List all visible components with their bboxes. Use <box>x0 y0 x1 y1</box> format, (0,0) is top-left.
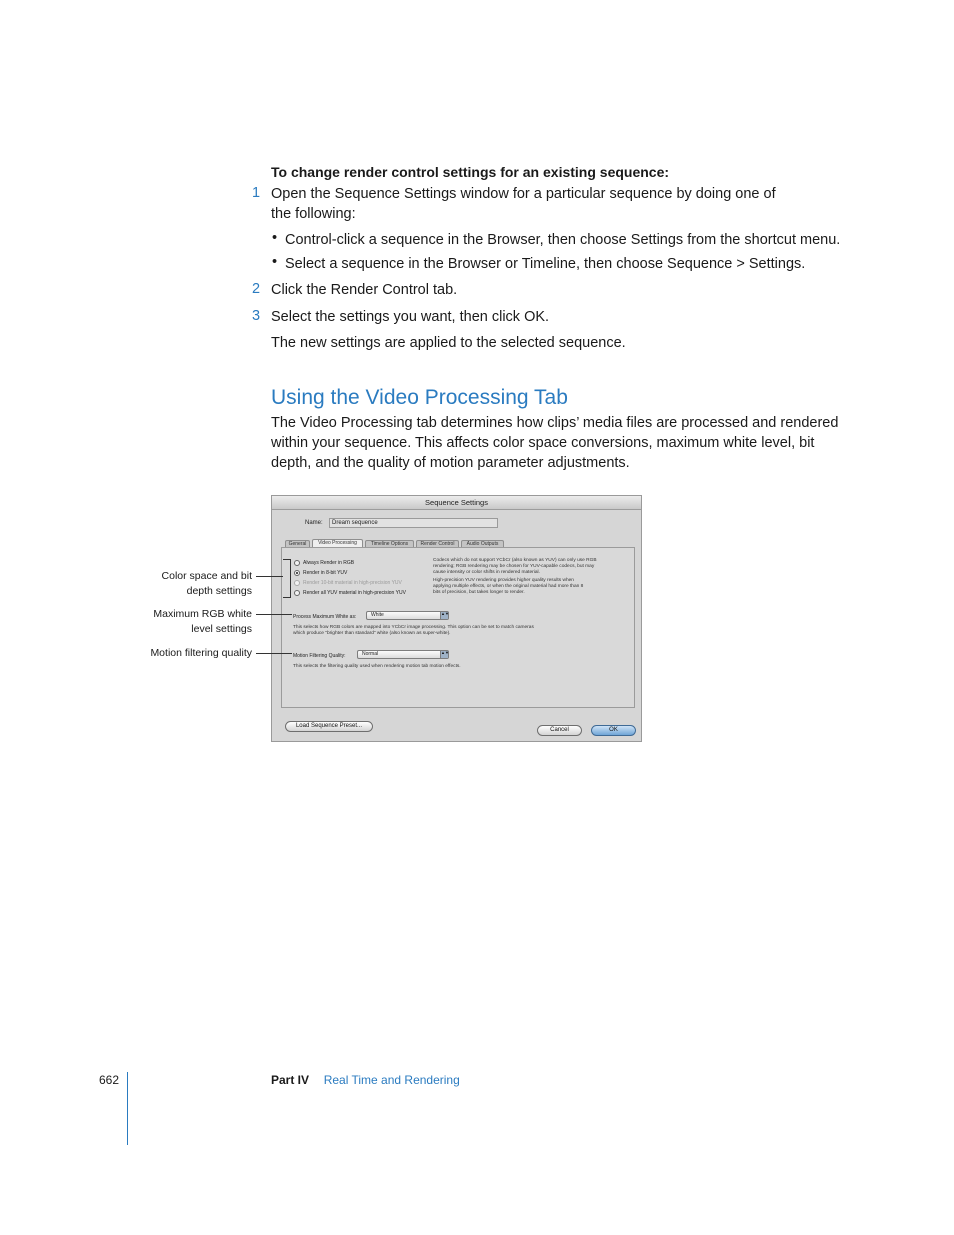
callout-motion: Motion filtering quality <box>150 647 252 659</box>
result-text: The new settings are applied to the selected sequence. <box>271 335 626 351</box>
tab-video-processing[interactable]: Video Processing <box>312 539 363 547</box>
callout-leader <box>256 653 292 654</box>
callout-max-rgb <box>120 607 252 637</box>
popup-arrows-icon: ▲▼ <box>440 651 448 658</box>
tab-general[interactable]: General <box>285 540 310 547</box>
callout-leader <box>256 576 283 577</box>
step-3-text: Select the settings you want, then click OK. <box>271 309 550 325</box>
callout-line: level settings <box>191 623 252 635</box>
load-sequence-preset-button[interactable]: Load Sequence Preset... <box>285 721 373 732</box>
radio-label: Render in 8-bit YUV <box>303 570 348 576</box>
chapter-link[interactable]: Real Time and Rendering <box>323 1073 460 1087</box>
max-white-help-line: This selects how RGB colors are mapped into YCbCr image processing. This option can be set to match cameras <box>293 625 534 630</box>
callout-line: Color space and bit <box>161 570 252 582</box>
bullet-item-1: Control-click a sequence in the Browser, then choose Settings from the shortcut menu. <box>285 232 841 248</box>
part-label: Part IV <box>271 1073 310 1087</box>
radio-label: Render all YUV material in high-precision YUV <box>303 590 406 596</box>
callout-color-space <box>120 569 252 599</box>
radio-help-line: cause intensity or color shifts in rendered material. <box>433 570 540 575</box>
motion-quality-value: Normal <box>362 651 379 657</box>
page-number: 662 <box>99 1073 120 1087</box>
name-label: Name: <box>305 520 323 526</box>
radio-always-render-rgb[interactable] <box>294 560 300 566</box>
name-input[interactable]: Dream sequence <box>329 518 498 528</box>
radio-help-line: bits of precision, but takes longer to render. <box>433 590 525 595</box>
callout-line: depth settings <box>186 585 252 597</box>
radio-render-all-high-precision[interactable] <box>294 590 300 596</box>
radio-help-line: Codecs which do not support YCbCr (also known as YUV) can only use RGB <box>433 558 597 563</box>
motion-quality-label: Motion Filtering Quality: <box>293 653 346 659</box>
footer-part <box>271 1073 460 1087</box>
cancel-button[interactable]: Cancel <box>537 725 582 736</box>
callout-bracket <box>283 559 291 598</box>
step-number-2: 2 <box>252 281 261 297</box>
step-2-text: Click the Render Control tab. <box>271 282 458 298</box>
tab-audio-outputs[interactable]: Audio Outputs <box>461 540 504 547</box>
radio-label: Render 10-bit material in high-precision YUV <box>303 580 402 586</box>
radio-render-10bit-high-precision[interactable] <box>294 580 300 586</box>
callout-leader <box>256 614 292 615</box>
max-white-help-line: which produce "brighter than standard" white (also known as super-white). <box>293 631 451 636</box>
bullet-item-2: Select a sequence in the Browser or Timeline, then choose Sequence > Settings. <box>285 256 806 272</box>
max-white-value: White <box>371 612 384 618</box>
dialog-title: Sequence Settings <box>272 496 641 510</box>
motion-help-text: This selects the filtering quality used when rendering motion tab motion effects. <box>293 664 461 669</box>
tab-timeline-options[interactable]: Timeline Options <box>365 540 414 547</box>
step-number-1: 1 <box>252 185 261 201</box>
max-white-label: Process Maximum White as: <box>293 614 357 620</box>
procedure-lead: To change render control settings for an existing sequence: <box>271 164 670 180</box>
intro-line-2: within your sequence. This affects color space conversions, maximum white level, bit <box>271 435 815 451</box>
sequence-settings-dialog <box>271 495 642 742</box>
popup-arrows-icon: ▲▼ <box>440 612 448 619</box>
step-number-3: 3 <box>252 308 261 324</box>
ok-button[interactable]: OK <box>591 725 636 736</box>
radio-help-line: rendering; RGB rendering may be chosen for YUV-capable codecs, but may <box>433 564 595 569</box>
tab-render-control[interactable]: Render Control <box>416 540 459 547</box>
radio-label: Always Render in RGB <box>303 560 355 566</box>
bullet-dot: • <box>272 230 278 246</box>
radio-help-line: High-precision YUV rendering provides higher quality results when <box>433 578 574 583</box>
radio-help-line: applying multiple effects, or when the original material had more than 8 <box>433 584 584 589</box>
radio-render-8bit-yuv[interactable] <box>294 570 300 576</box>
section-title: Using the Video Processing Tab <box>271 386 568 409</box>
intro-line-1: The Video Processing tab determines how clips’ media files are processed and rendered <box>271 415 839 431</box>
bullet-dot: • <box>272 254 278 270</box>
step-1-text-line1: Open the Sequence Settings window for a particular sequence by doing one of <box>271 186 776 202</box>
callout-line: Maximum RGB white <box>153 608 252 620</box>
intro-line-3: depth, and the quality of motion parameter adjustments. <box>271 455 630 471</box>
step-1-text-line2: the following: <box>271 206 356 222</box>
max-white-popup[interactable] <box>366 611 449 620</box>
motion-quality-popup[interactable] <box>357 650 449 659</box>
footer-rule <box>127 1072 128 1145</box>
